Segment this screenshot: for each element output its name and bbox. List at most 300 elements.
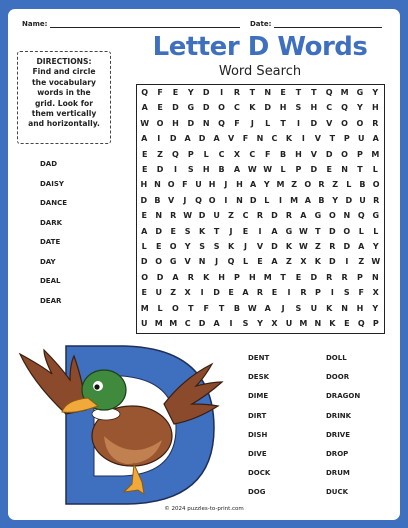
grid-letter[interactable]: H xyxy=(248,272,256,282)
grid-letter[interactable]: O xyxy=(155,257,163,267)
grid-letter[interactable]: Q xyxy=(341,103,348,113)
grid-letter[interactable]: D xyxy=(202,103,210,113)
grid-letter[interactable]: F xyxy=(203,303,209,313)
grid-letter[interactable]: I xyxy=(345,257,349,267)
grid-letter[interactable]: T xyxy=(218,303,225,313)
grid-letter[interactable]: U xyxy=(359,195,366,205)
grid-letter[interactable]: E xyxy=(228,288,234,298)
grid-letter[interactable]: O xyxy=(343,226,351,236)
grid-letter[interactable]: Y xyxy=(372,303,379,313)
grid-letter[interactable]: A xyxy=(141,103,148,113)
grid-row xyxy=(137,103,386,118)
grid-letter[interactable]: V xyxy=(326,118,333,128)
grid-letter[interactable]: U xyxy=(358,134,365,144)
directions-line: them vertically xyxy=(31,109,97,119)
grid-letter[interactable]: K xyxy=(249,103,256,113)
grid-letter[interactable]: A xyxy=(250,180,257,190)
grid-letter[interactable]: O xyxy=(356,118,364,128)
grid-letter[interactable]: K xyxy=(227,242,235,251)
grid-row xyxy=(137,319,386,334)
grid-letter[interactable]: Q xyxy=(172,149,179,159)
grid-letter[interactable]: D xyxy=(198,319,206,328)
grid-letter[interactable]: O xyxy=(328,211,336,221)
grid-letter[interactable]: D xyxy=(156,165,164,174)
grid-letter[interactable]: B xyxy=(233,303,240,313)
grid-letter[interactable]: M xyxy=(371,149,380,159)
grid-letter[interactable]: C xyxy=(184,319,191,328)
grid-letter[interactable]: D xyxy=(187,118,195,128)
grid-letter[interactable]: Y xyxy=(187,88,194,97)
word-item: DOOR xyxy=(326,373,350,382)
grid-letter[interactable]: R xyxy=(170,211,177,221)
grid-letter[interactable]: N xyxy=(202,118,210,128)
grid-letter[interactable]: Y xyxy=(257,319,263,328)
grid-letter[interactable]: S xyxy=(199,242,205,251)
grid-letter[interactable]: L xyxy=(346,180,352,190)
grid-letter[interactable]: H xyxy=(208,180,216,190)
grid-letter[interactable]: F xyxy=(182,180,188,190)
grid-letter[interactable]: X xyxy=(184,288,191,298)
grid-letter[interactable]: I xyxy=(330,288,334,298)
grid-letter[interactable]: R xyxy=(373,195,380,205)
grid-letter[interactable]: Y xyxy=(372,88,379,97)
grid-letter[interactable]: J xyxy=(183,195,187,205)
grid-letter[interactable]: A xyxy=(184,134,191,144)
grid-letter[interactable]: T xyxy=(311,88,317,97)
grid-letter[interactable]: U xyxy=(310,303,318,313)
grid-letter[interactable]: F xyxy=(234,118,240,128)
grid-letter[interactable]: A xyxy=(213,134,220,144)
grid-letter[interactable]: A xyxy=(141,226,148,236)
grid-letter[interactable]: D xyxy=(329,226,336,236)
grid-letter[interactable]: Y xyxy=(184,242,191,251)
grid-letter[interactable]: A xyxy=(372,134,379,144)
grid-letter[interactable]: A xyxy=(271,257,278,267)
grid-letter[interactable]: Z xyxy=(332,180,339,190)
grid-letter[interactable]: D xyxy=(169,134,177,144)
grid-letter[interactable]: E xyxy=(141,288,147,298)
grid-letter[interactable]: T xyxy=(280,272,286,282)
grid-letter[interactable]: J xyxy=(250,118,254,128)
grid-letter[interactable]: E xyxy=(280,88,286,97)
grid-letter[interactable]: C xyxy=(218,149,225,159)
grid-letter[interactable]: J xyxy=(224,180,228,190)
grid-letter[interactable]: P xyxy=(343,134,350,144)
grid-letter[interactable]: F xyxy=(157,88,163,97)
grid-letter[interactable]: A xyxy=(141,134,148,144)
grid-letter[interactable]: D xyxy=(310,272,318,282)
grid-letter[interactable]: J xyxy=(281,303,285,313)
directions-box xyxy=(17,51,111,144)
grid-letter[interactable]: T xyxy=(315,226,321,236)
grid-letter[interactable]: L xyxy=(203,149,209,159)
grid-letter[interactable]: R xyxy=(233,88,241,97)
grid-letter[interactable]: W xyxy=(371,257,381,267)
grid-letter[interactable]: C xyxy=(234,103,240,113)
grid-letter[interactable]: S xyxy=(242,319,249,328)
grid-letter[interactable]: M xyxy=(290,195,299,205)
grid-letter[interactable]: M xyxy=(263,272,272,282)
grid-letter[interactable]: N xyxy=(236,195,243,205)
grid-letter[interactable]: T xyxy=(280,118,286,128)
grid-letter[interactable]: A xyxy=(242,288,249,298)
grid-letter[interactable]: M xyxy=(299,319,308,328)
grid-letter[interactable]: L xyxy=(141,242,147,251)
grid-letter[interactable]: C xyxy=(326,103,333,113)
grid-letter[interactable]: B xyxy=(280,149,287,159)
grid-letter[interactable]: K xyxy=(285,134,293,144)
grid-letter[interactable]: L xyxy=(242,257,249,267)
grid-row xyxy=(137,134,386,149)
grid-letter[interactable]: D xyxy=(213,288,220,298)
grid-letter[interactable]: M xyxy=(169,319,178,328)
grid-letter[interactable]: N xyxy=(371,272,379,282)
grid-letter[interactable]: G xyxy=(372,211,380,221)
grid-letter[interactable]: U xyxy=(285,319,293,328)
grid-letter[interactable]: T xyxy=(249,88,256,97)
word-item: DISH xyxy=(248,430,268,439)
grid-letter[interactable]: R xyxy=(187,272,194,282)
grid-letter[interactable]: N xyxy=(314,319,322,328)
grid-letter[interactable]: I xyxy=(157,134,161,144)
grid-letter[interactable]: G xyxy=(187,103,195,113)
grid-letter[interactable]: R xyxy=(318,180,325,190)
grid-letter[interactable]: S xyxy=(187,165,194,174)
grid-letter[interactable]: S xyxy=(295,303,302,313)
grid-letter[interactable]: C xyxy=(242,211,249,221)
grid-letter[interactable]: I xyxy=(173,165,177,174)
grid-letter[interactable]: V xyxy=(314,134,321,144)
grid-letter[interactable]: Y xyxy=(263,180,270,190)
grid-letter[interactable]: T xyxy=(213,226,220,236)
grid-letter[interactable]: E xyxy=(242,226,249,236)
grid-letter[interactable]: Z xyxy=(157,149,163,159)
grid-letter[interactable]: S xyxy=(295,103,302,113)
date-line[interactable] xyxy=(274,27,382,28)
grid-letter[interactable]: Q xyxy=(141,88,149,97)
grid-letter[interactable]: A xyxy=(264,303,271,313)
grid-letter[interactable]: T xyxy=(329,134,336,144)
grid-letter[interactable]: D xyxy=(345,195,353,205)
grid-letter[interactable]: O xyxy=(372,180,380,190)
grid-letter[interactable]: H xyxy=(236,180,243,190)
grid-letter[interactable]: N xyxy=(155,211,163,221)
grid-letter[interactable]: Q xyxy=(357,319,365,328)
grid-letter[interactable]: L xyxy=(373,226,379,236)
grid-letter[interactable]: V xyxy=(184,257,191,267)
word-item: DOCK xyxy=(248,469,271,478)
grid-letter[interactable]: D xyxy=(264,103,271,113)
grid-letter[interactable]: U xyxy=(195,180,202,190)
grid-letter[interactable]: G xyxy=(169,257,177,267)
grid-letter[interactable]: Q xyxy=(227,257,235,267)
word-item: DIME xyxy=(248,392,269,401)
grid-letter[interactable]: C xyxy=(249,149,256,159)
grid-letter[interactable]: L xyxy=(265,118,271,128)
grid-letter[interactable]: F xyxy=(358,288,365,298)
word-item: DAY xyxy=(40,257,56,266)
grid-letter[interactable]: M xyxy=(340,88,349,97)
grid-letter[interactable]: Y xyxy=(372,242,379,251)
grid-letter[interactable]: C xyxy=(271,134,278,144)
grid-letter[interactable]: T xyxy=(357,165,363,174)
grid-letter[interactable]: U xyxy=(155,288,162,298)
date-label: Date: xyxy=(250,20,272,28)
grid-letter[interactable]: O xyxy=(172,303,179,313)
grid-row xyxy=(137,304,386,319)
grid-letter[interactable]: O xyxy=(169,242,177,251)
grid-letter[interactable]: W xyxy=(140,118,150,128)
grid-letter[interactable]: H xyxy=(295,149,302,159)
grid-letter[interactable]: R xyxy=(300,288,307,298)
word-item: DRUM xyxy=(326,469,350,478)
grid-letter[interactable]: D xyxy=(310,118,318,128)
grid-letter[interactable]: D xyxy=(202,88,210,97)
grid-letter[interactable]: D xyxy=(343,242,351,251)
grid-letter[interactable]: P xyxy=(357,272,363,282)
grid-letter[interactable]: Y xyxy=(332,195,339,205)
grid-letter[interactable]: P xyxy=(314,288,321,298)
grid-letter[interactable]: X xyxy=(372,288,379,298)
grid-letter[interactable]: R xyxy=(341,272,348,282)
grid-letter[interactable]: N xyxy=(264,88,272,97)
word-item: DANCE xyxy=(40,199,68,207)
grid-letter[interactable]: D xyxy=(140,195,148,205)
grid-letter[interactable]: P xyxy=(372,319,379,328)
word-item: DEAR xyxy=(40,296,62,305)
grid-letter[interactable]: O xyxy=(141,272,149,282)
grid-letter[interactable]: E xyxy=(172,88,179,97)
grid-letter[interactable]: G xyxy=(285,226,293,236)
grid-letter[interactable]: M xyxy=(140,303,149,313)
grid-letter[interactable]: D xyxy=(271,242,278,251)
grid-letter[interactable]: R xyxy=(326,272,333,282)
grid-letter[interactable]: E xyxy=(141,149,148,159)
grid-letter[interactable]: O xyxy=(156,118,164,128)
grid-letter[interactable]: L xyxy=(280,165,286,174)
grid-letter[interactable]: R xyxy=(285,211,293,221)
grid-letter[interactable]: Z xyxy=(170,288,177,298)
grid-letter[interactable]: J xyxy=(215,257,219,267)
word-item: DOG xyxy=(248,488,266,497)
grid-letter[interactable]: L xyxy=(372,165,378,174)
grid-letter[interactable]: I xyxy=(287,288,291,298)
grid-letter[interactable]: H xyxy=(202,165,210,174)
grid-letter[interactable]: Y xyxy=(357,103,363,113)
grid-letter[interactable]: B xyxy=(218,165,225,174)
grid-letter[interactable]: K xyxy=(329,319,336,328)
grid-letter[interactable]: K xyxy=(285,242,293,251)
grid-letter[interactable]: E xyxy=(170,226,176,236)
grid-letter[interactable]: O xyxy=(341,118,348,128)
grid-letter[interactable]: E xyxy=(155,242,162,251)
grid-letter[interactable]: E xyxy=(326,165,332,174)
grid-letter[interactable]: E xyxy=(141,165,148,174)
grid-letter[interactable]: X xyxy=(233,149,241,159)
grid-letter[interactable]: W xyxy=(183,211,193,221)
grid-letter[interactable]: E xyxy=(271,288,278,298)
grid-letter[interactable]: N xyxy=(198,257,206,267)
grid-letter[interactable]: S xyxy=(343,288,350,298)
grid-letter[interactable]: D xyxy=(271,211,278,221)
grid-letter[interactable]: U xyxy=(213,211,220,221)
grid-letter[interactable]: H xyxy=(172,118,179,128)
grid-letter[interactable]: B xyxy=(154,195,161,205)
grid-letter[interactable]: H xyxy=(371,103,379,113)
word-item: DRIVE xyxy=(326,430,351,439)
grid-letter[interactable]: Z xyxy=(228,211,234,221)
grid-letter[interactable]: W xyxy=(247,165,257,174)
grid-letter[interactable]: A xyxy=(271,226,278,236)
grid-letter[interactable]: N xyxy=(341,165,348,174)
grid-letter[interactable]: D xyxy=(198,134,206,144)
grid-letter[interactable]: P xyxy=(357,149,363,159)
grid-letter[interactable]: W xyxy=(298,242,308,251)
grid-letter[interactable]: P xyxy=(295,165,302,174)
grid-letter[interactable]: N xyxy=(256,134,264,144)
grid-letter[interactable]: I xyxy=(296,118,300,128)
grid-letter[interactable]: I xyxy=(278,195,282,205)
grid-letter[interactable]: H xyxy=(218,272,225,282)
grid-letter[interactable]: F xyxy=(242,134,249,144)
grid-letter[interactable]: V xyxy=(227,134,235,144)
grid-letter[interactable]: L xyxy=(157,303,163,313)
grid-letter[interactable]: M xyxy=(276,180,285,190)
grid-letter[interactable]: A xyxy=(233,165,241,174)
grid-letter[interactable]: N xyxy=(341,303,348,313)
grid-letter[interactable]: O xyxy=(208,195,216,205)
grid-letter[interactable]: L xyxy=(264,195,270,205)
grid-letter[interactable]: W xyxy=(247,303,257,313)
grid-letter[interactable]: H xyxy=(140,180,148,190)
grid-letter[interactable]: E xyxy=(257,257,263,267)
grid-letter[interactable]: D xyxy=(156,272,164,282)
grid-letter[interactable]: A xyxy=(300,211,307,221)
word-item: DARK xyxy=(40,218,63,227)
grid-letter[interactable]: S xyxy=(184,226,191,236)
date-field xyxy=(250,20,382,28)
grid-letter[interactable]: R xyxy=(256,288,264,298)
grid-letter[interactable]: Z xyxy=(291,180,298,190)
grid-letter[interactable]: D xyxy=(155,226,163,236)
word-item: DIRT xyxy=(248,411,267,420)
grid-letter[interactable]: I xyxy=(200,288,204,298)
grid-letter[interactable]: A xyxy=(304,195,311,205)
grid-letter[interactable]: Q xyxy=(357,211,365,221)
grid-letter[interactable]: D xyxy=(325,149,333,159)
grid-letter[interactable]: M xyxy=(154,319,163,328)
grid-letter[interactable]: Q xyxy=(325,88,333,97)
grid-letter[interactable]: T xyxy=(295,88,302,97)
page-title: Letter D Words xyxy=(152,32,368,62)
word-item: DATE xyxy=(40,238,61,246)
grid-letter[interactable]: K xyxy=(199,226,206,236)
grid-letter[interactable]: Z xyxy=(286,257,292,267)
grid-letter[interactable]: K xyxy=(326,303,333,313)
grid-letter[interactable]: V xyxy=(256,242,264,251)
grid-letter[interactable]: O xyxy=(304,180,312,190)
grid-letter[interactable]: D xyxy=(140,257,148,267)
grid-letter[interactable]: G xyxy=(314,211,322,221)
grid-letter[interactable]: H xyxy=(356,303,364,313)
grid-letter[interactable]: N xyxy=(343,211,351,221)
grid-letter[interactable]: Z xyxy=(358,257,365,267)
grid-letter[interactable]: Q xyxy=(218,118,225,128)
grid-letter[interactable]: S xyxy=(213,242,220,251)
directions-line: words in the xyxy=(37,88,91,98)
grid-row xyxy=(137,88,386,103)
grid-letter[interactable]: B xyxy=(359,180,366,190)
directions-line: the vocabulary xyxy=(32,77,96,87)
grid-letter[interactable]: W xyxy=(263,165,273,174)
grid-letter[interactable]: H xyxy=(310,103,318,113)
word-item: DRINK xyxy=(326,411,352,420)
grid-letter[interactable]: D xyxy=(172,103,179,113)
grid-letter[interactable]: A xyxy=(172,272,179,282)
grid-letter[interactable]: P xyxy=(234,272,240,282)
grid-letter[interactable]: O xyxy=(218,103,225,113)
grid-letter[interactable]: D xyxy=(329,257,336,267)
grid-row xyxy=(137,227,386,242)
grid-letter[interactable]: E xyxy=(157,103,163,113)
grid-letter[interactable]: H xyxy=(279,103,287,113)
grid-letter[interactable]: R xyxy=(256,211,264,221)
grid-letter[interactable]: E xyxy=(141,211,147,221)
grid-letter[interactable]: A xyxy=(213,319,220,328)
grid-letter[interactable]: R xyxy=(329,242,336,251)
grid-letter[interactable]: I xyxy=(301,134,305,144)
grid-letter[interactable]: B xyxy=(318,195,325,205)
grid-letter[interactable]: P xyxy=(187,149,194,159)
grid-letter[interactable]: F xyxy=(264,149,271,159)
grid-letter[interactable]: E xyxy=(344,319,350,328)
grid-letter[interactable]: I xyxy=(258,226,262,236)
grid-letter[interactable]: R xyxy=(372,118,379,128)
grid-letter[interactable]: J xyxy=(229,226,233,236)
left-word-list xyxy=(40,160,100,316)
grid-letter[interactable]: E xyxy=(295,272,302,282)
grid-letter[interactable]: I xyxy=(229,319,233,328)
grid-letter[interactable]: X xyxy=(300,257,307,267)
grid-letter[interactable]: O xyxy=(341,149,348,159)
grid-letter[interactable]: U xyxy=(140,319,148,328)
grid-letter[interactable]: A xyxy=(358,242,365,251)
grid-letter[interactable]: D xyxy=(198,211,206,221)
grid-letter[interactable]: I xyxy=(224,195,228,205)
grid-letter[interactable]: D xyxy=(249,195,257,205)
directions-line: grid. Look for xyxy=(35,98,93,108)
grid-letter[interactable]: O xyxy=(167,180,175,190)
copyright-footer: © 2024 puzzles-to-print.com xyxy=(164,506,244,512)
grid-letter[interactable]: V xyxy=(310,149,317,159)
grid-letter[interactable]: T xyxy=(188,303,194,313)
name-line[interactable] xyxy=(50,27,240,28)
grid-row xyxy=(137,180,386,195)
grid-letter[interactable]: I xyxy=(220,88,224,97)
grid-letter[interactable]: V xyxy=(168,195,175,205)
grid-letter[interactable]: X xyxy=(271,319,278,328)
grid-letter[interactable]: K xyxy=(203,272,210,282)
grid-letter[interactable]: K xyxy=(314,257,321,267)
grid-letter[interactable]: W xyxy=(298,226,308,236)
grid-letter[interactable]: L xyxy=(358,226,364,236)
grid-letter[interactable]: Q xyxy=(195,195,202,205)
grid-letter[interactable]: N xyxy=(154,180,161,190)
grid-letter[interactable]: D xyxy=(310,165,318,174)
grid-letter[interactable]: G xyxy=(356,88,364,97)
grid-letter[interactable]: J xyxy=(244,242,247,251)
grid-letter[interactable]: Z xyxy=(314,242,321,251)
